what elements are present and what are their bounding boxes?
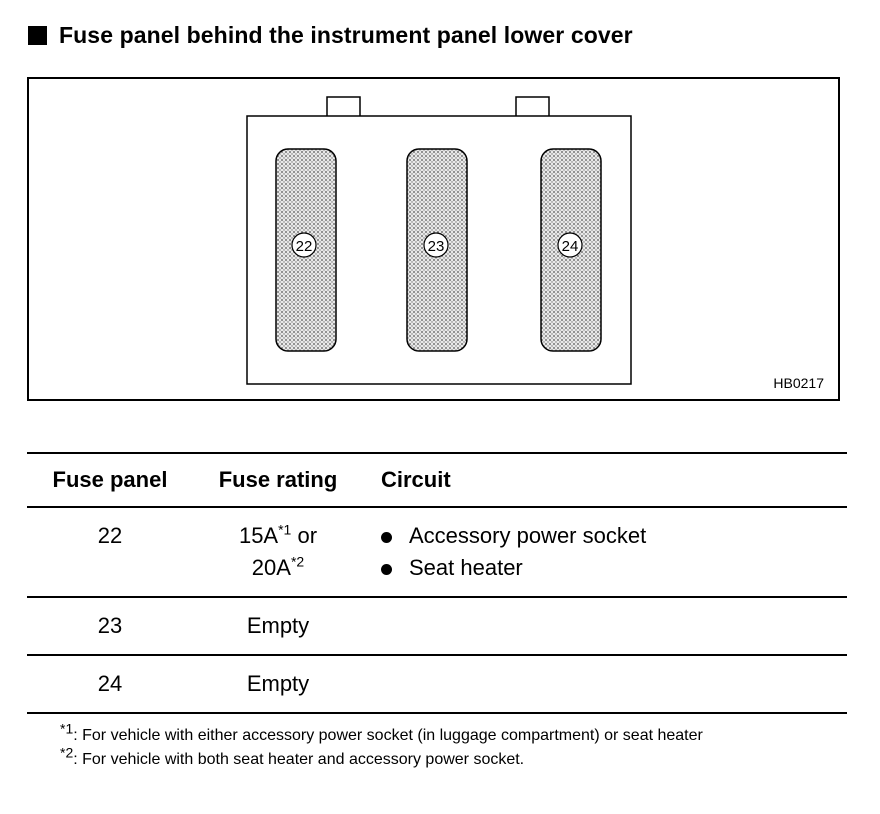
- section-heading: [28, 22, 633, 49]
- fuse-24: [541, 149, 601, 351]
- cell-fuse-rating: Empty: [193, 655, 363, 713]
- panel-tab-left: [327, 97, 360, 117]
- list-item: Accessory power socket: [377, 520, 847, 552]
- cell-fuse-panel: 24: [27, 655, 193, 713]
- heading-text: Fuse panel behind the instrument panel lower cover: [59, 22, 633, 48]
- table-row: [27, 507, 847, 597]
- footnotes: [60, 720, 820, 772]
- cell-fuse-panel: 22: [27, 507, 193, 597]
- circuit-list: [377, 520, 847, 584]
- table-row: [27, 655, 847, 713]
- cell-circuit: [363, 655, 847, 713]
- header-circuit: Circuit: [363, 453, 847, 507]
- header-fuse-rating: Fuse rating: [193, 453, 363, 507]
- fuse-23: [407, 149, 467, 351]
- fuse-panel-diagram: [27, 77, 840, 401]
- cell-circuit: [363, 597, 847, 655]
- heading-square-icon: [28, 26, 47, 45]
- fuse-22-label: 22: [295, 238, 313, 255]
- cell-fuse-panel: 23: [27, 597, 193, 655]
- cell-circuit: [363, 507, 847, 597]
- table-header-row: [27, 453, 847, 507]
- fuse-panel-drawing: [29, 79, 838, 399]
- header-fuse-panel: Fuse panel: [27, 453, 193, 507]
- fuse-22: [276, 149, 336, 351]
- figure-code: HB0217: [773, 375, 824, 391]
- cell-fuse-rating: Empty: [193, 597, 363, 655]
- fuse-24-label: 24: [561, 238, 579, 255]
- panel-tab-right: [516, 97, 549, 117]
- list-item: Seat heater: [377, 552, 847, 584]
- footnote-1: $^{*1}$: For vehicle with either accessory power socket (in luggage compartment) or seat heater: [60, 720, 703, 744]
- cell-fuse-rating: $15A^{*1}$ or $20A^{*2}$: [193, 507, 363, 597]
- footnote-2: $^{*2}$: For vehicle with both seat heater and accessory power socket.: [60, 744, 525, 768]
- fuse-table: [27, 452, 847, 714]
- fuse-23-label: 23: [427, 238, 445, 255]
- table-row: [27, 597, 847, 655]
